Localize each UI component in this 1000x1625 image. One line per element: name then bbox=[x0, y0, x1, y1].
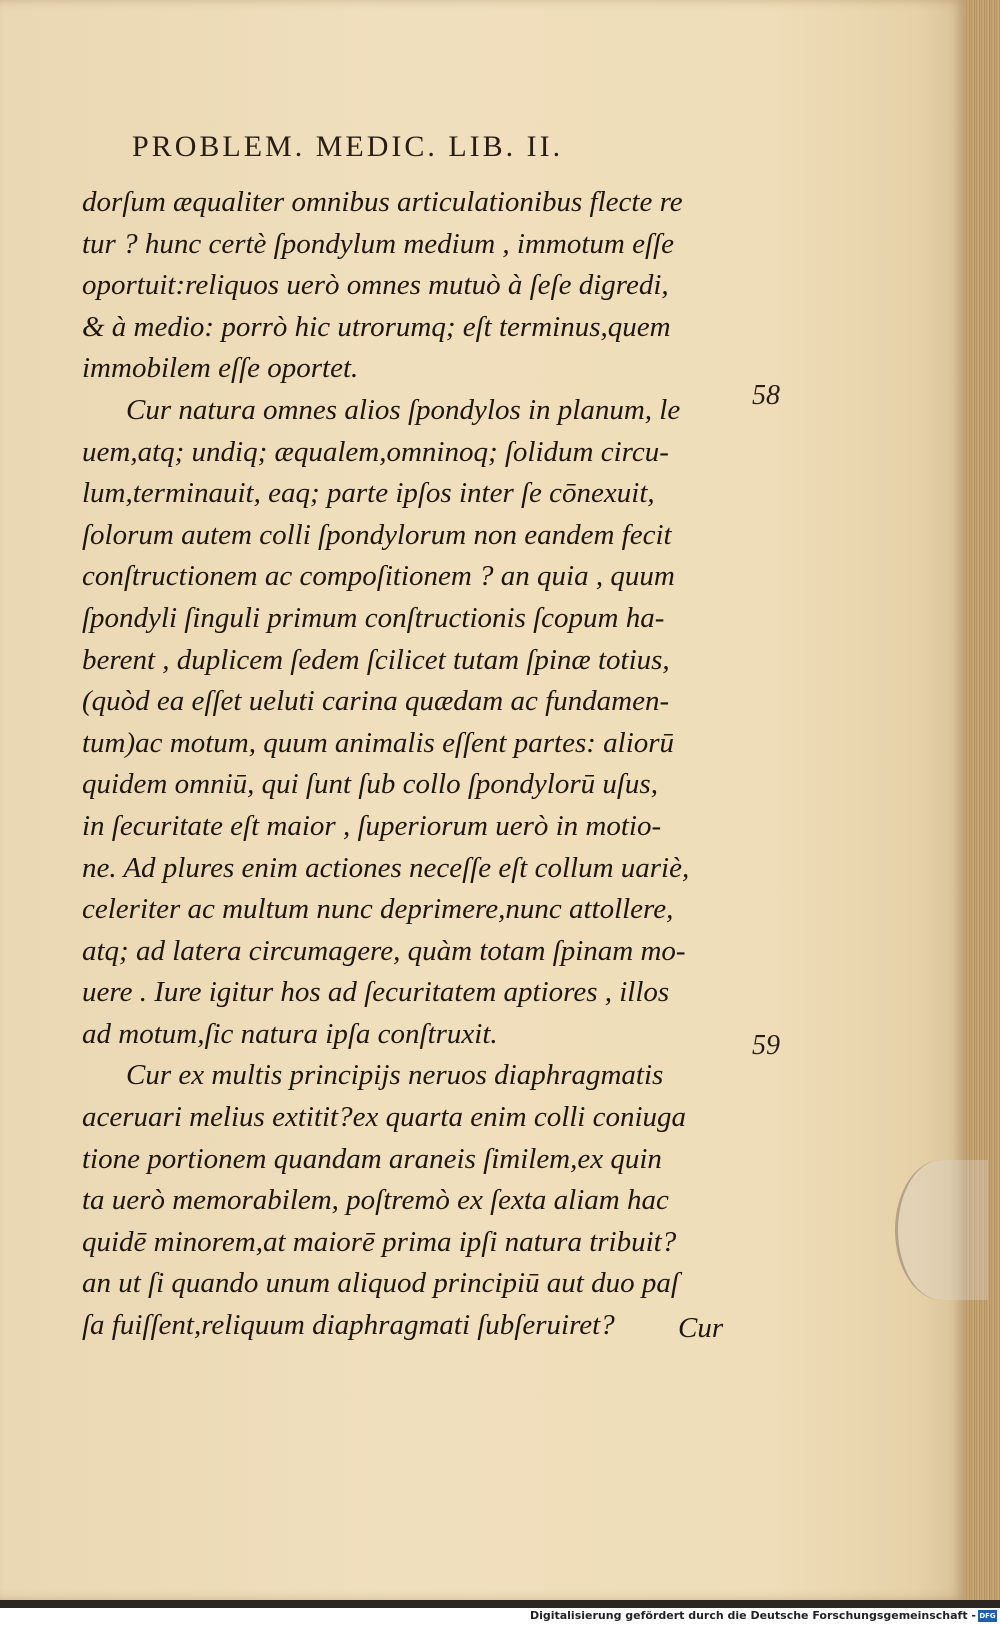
text-line: uem,atq; undiq; æqualem,omninoq; ſolidum circu- bbox=[82, 435, 669, 468]
text-line: ſpondyli ſinguli primum conſtructionis ſcopum ha- bbox=[82, 601, 665, 634]
footer-credit: Digitalisierung gefördert durch die Deutsche Forschungsgemeinschaft - bbox=[529, 1609, 976, 1622]
text-line: tur ? hunc certè ſpondylum medium , immotum eſſe bbox=[82, 227, 674, 260]
text-line: lum,terminauit, eaq; parte ipſos inter ſe cōnexuit, bbox=[82, 477, 655, 510]
text-line: ſa fuiſſent,reliquum diaphragmati ſubſeruiret? bbox=[82, 1309, 615, 1342]
text-line: (quòd ea eſſet ueluti carina quædam ac fundamen- bbox=[82, 685, 670, 718]
text-line: ad motum,ſic natura ipſa conſtruxit. bbox=[82, 1017, 498, 1050]
text-line: ſolorum autem colli ſpondylorum non eandem fecit bbox=[82, 518, 672, 551]
page-clip bbox=[895, 1160, 988, 1300]
text-line: Cur natura omnes alios ſpondylos in planum, le bbox=[126, 393, 681, 426]
text-line: conſtructionem ac compoſitionem ? an quia , quum bbox=[82, 560, 675, 593]
text-line: atq; ad latera circumagere, quàm totam ſpinam mo- bbox=[82, 934, 686, 967]
text-line: & à medio: porrò hic utrorumq; eſt terminus,quem bbox=[82, 310, 671, 343]
body-text bbox=[82, 182, 747, 1347]
text-line: berent , duplicem ſedem ſcilicet tutam ſpinæ totius, bbox=[82, 643, 670, 676]
text-line: quidem omniū, qui ſunt ſub collo ſpondylorū uſus, bbox=[82, 768, 658, 801]
text-line: aceruari melius extitit?ex quarta enim colli coniuga bbox=[82, 1101, 687, 1134]
running-head: PROBLEM. MEDIC. LIB. II. bbox=[132, 130, 564, 163]
text-line: an ut ſi quando unum aliquod principiū aut duo paſ bbox=[82, 1267, 679, 1300]
text-line: oportuit:reliquos uerò omnes mutuò à ſeſe digredi, bbox=[82, 269, 669, 302]
text-line: tum)ac motum, quum animalis eſſent partes: aliorū bbox=[82, 726, 675, 759]
text-line: in ſecuritate eſt maior , ſuperiorum uerò in motio- bbox=[82, 809, 662, 842]
page-edges bbox=[965, 0, 1000, 1600]
text-line: ne. Ad plures enim actiones neceſſe eſt collum uariè, bbox=[82, 851, 690, 884]
text-line: dorſum æqualiter omnibus articulationibus flecte re bbox=[82, 186, 683, 218]
text-line: celeriter ac multum nunc deprimere,nunc attollere, bbox=[82, 893, 674, 926]
text-line: uere . Iure igitur hos ad ſecuritatem aptiores , illos bbox=[82, 976, 670, 1009]
catchword: Cur bbox=[678, 1312, 724, 1344]
margin-number: 59 bbox=[752, 1030, 780, 1061]
text-line: Cur ex multis principijs neruos diaphragmatis bbox=[126, 1059, 664, 1092]
text-line: immobilem eſſe oportet. bbox=[82, 352, 359, 385]
margin-number: 58 bbox=[752, 380, 780, 411]
dfg-logo: DFG bbox=[979, 1612, 996, 1620]
text-line: quidē minorem,at maiorē prima ipſi natura tribuit? bbox=[82, 1225, 677, 1258]
text-line: tione portionem quandam araneis ſimilem,ex quin bbox=[82, 1142, 662, 1175]
text-line: ta uerò memorabilem, poſtremò ex ſexta aliam hac bbox=[82, 1184, 669, 1217]
